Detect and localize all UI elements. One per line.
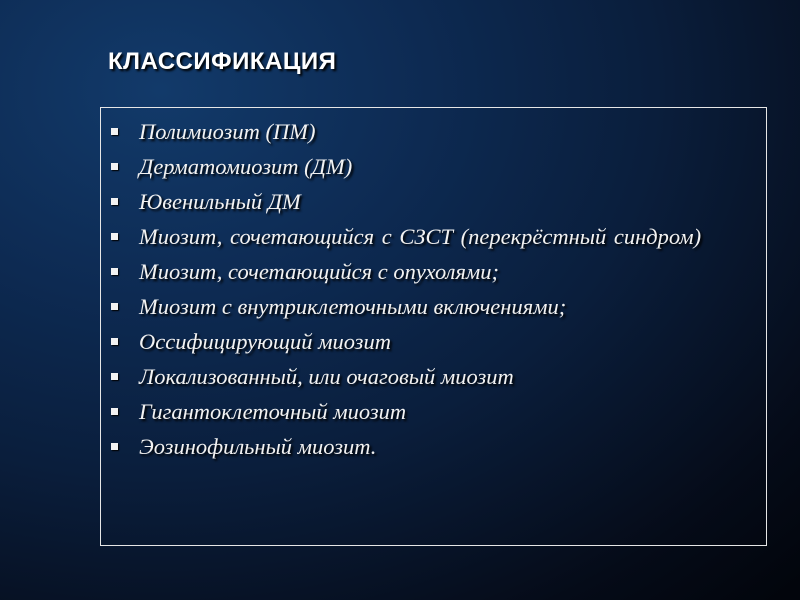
classification-list xyxy=(109,119,758,459)
square-bullet-icon xyxy=(111,198,118,205)
list-item xyxy=(109,224,758,249)
list-item-text: Полимиозит (ПМ) xyxy=(139,119,316,144)
list-item xyxy=(109,119,758,144)
content-box xyxy=(100,107,767,546)
list-item-text: Ювенильный ДМ xyxy=(139,189,301,214)
list-item xyxy=(109,364,758,389)
list-item-text: Миозит с внутриклеточными включениями; xyxy=(139,294,567,319)
list-item-text: Дерматомиозит (ДМ) xyxy=(139,154,353,179)
square-bullet-icon xyxy=(111,408,118,415)
list-item-text: Миозит, сочетающийся с СЗСТ (перекрёстный синдром) xyxy=(139,224,702,249)
list-item-text: Оссифицирующий миозит xyxy=(139,329,391,354)
list-item xyxy=(109,154,758,179)
list-item xyxy=(109,329,758,354)
square-bullet-icon xyxy=(111,303,118,310)
square-bullet-icon xyxy=(111,233,118,240)
list-item xyxy=(109,294,758,319)
list-item-text: Эозинофильный миозит. xyxy=(139,434,377,459)
list-item-text: Гигантоклеточный миозит xyxy=(139,399,407,424)
list-item-text: Локализованный, или очаговый миозит xyxy=(139,364,514,389)
list-item xyxy=(109,259,758,284)
square-bullet-icon xyxy=(111,443,118,450)
list-item xyxy=(109,434,758,459)
square-bullet-icon xyxy=(111,268,118,275)
square-bullet-icon xyxy=(111,373,118,380)
list-item-text: Миозит, сочетающийся с опухолями; xyxy=(139,259,500,284)
list-item xyxy=(109,189,758,214)
list-item xyxy=(109,399,758,424)
square-bullet-icon xyxy=(111,163,118,170)
square-bullet-icon xyxy=(111,128,118,135)
square-bullet-icon xyxy=(111,338,118,345)
slide-title: КЛАССИФИКАЦИЯ xyxy=(108,48,337,75)
